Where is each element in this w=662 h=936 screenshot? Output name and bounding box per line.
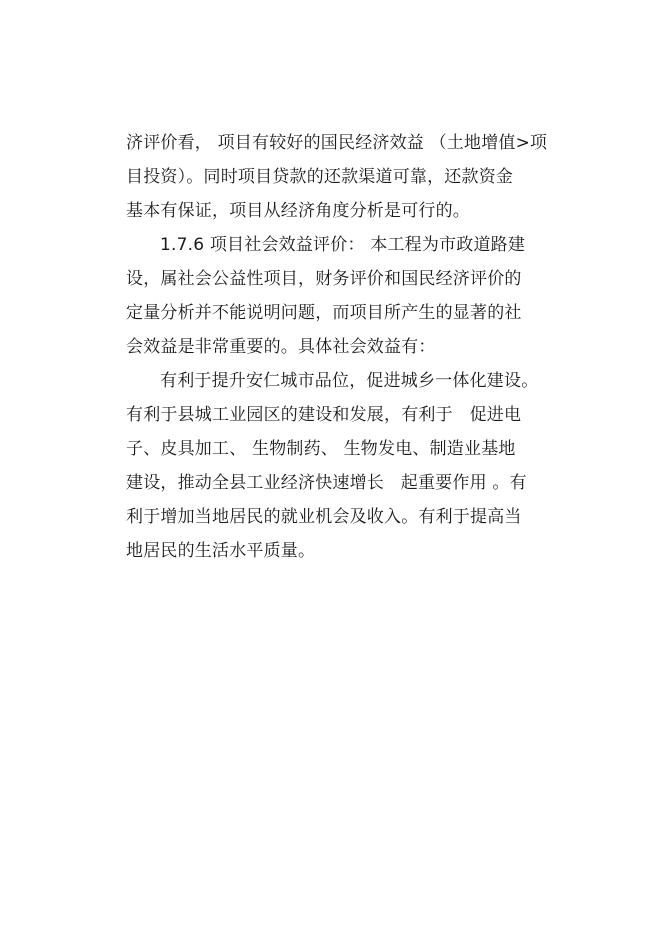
text-line: 建设，推动全县工业经济快速增长 起重要作用 。有 — [126, 473, 527, 493]
text-line: 基本有保证，项目从经济角度分析是可行的。 — [126, 201, 470, 221]
text-line: 地居民的生活水平质量。 — [126, 541, 316, 561]
text-line: 会效益是非常重要的。具体社会效益有： — [126, 337, 436, 357]
text-line: 目投资）。同时项目贷款的还款渠道可靠，还款资金 — [126, 167, 514, 187]
body-text — [126, 126, 606, 568]
text-line: 济评价看， 项目有较好的国民经济效益 （土地增值>项 — [126, 133, 548, 153]
paragraph-start-line: 有利于提升安仁城市品位，促进城乡一体化建设。 — [160, 371, 539, 391]
text-line: 设，属社会公益性项目，财务评价和国民经济评价的 — [126, 269, 522, 289]
section-heading-line: 1.7.6 项目社会效益评价： 本工程为市政道路建 — [160, 235, 526, 255]
text-line: 定量分析并不能说明问题，而项目所产生的显著的社 — [126, 303, 522, 323]
text-line: 利于增加当地居民的就业机会及收入。有利于提高当 — [126, 507, 522, 527]
text-line: 有利于县城工业园区的建设和发展，有利于 促进电 — [126, 405, 522, 425]
text-line: 子、皮具加工、 生物制药、 生物发电、制造业基地 — [126, 439, 516, 459]
